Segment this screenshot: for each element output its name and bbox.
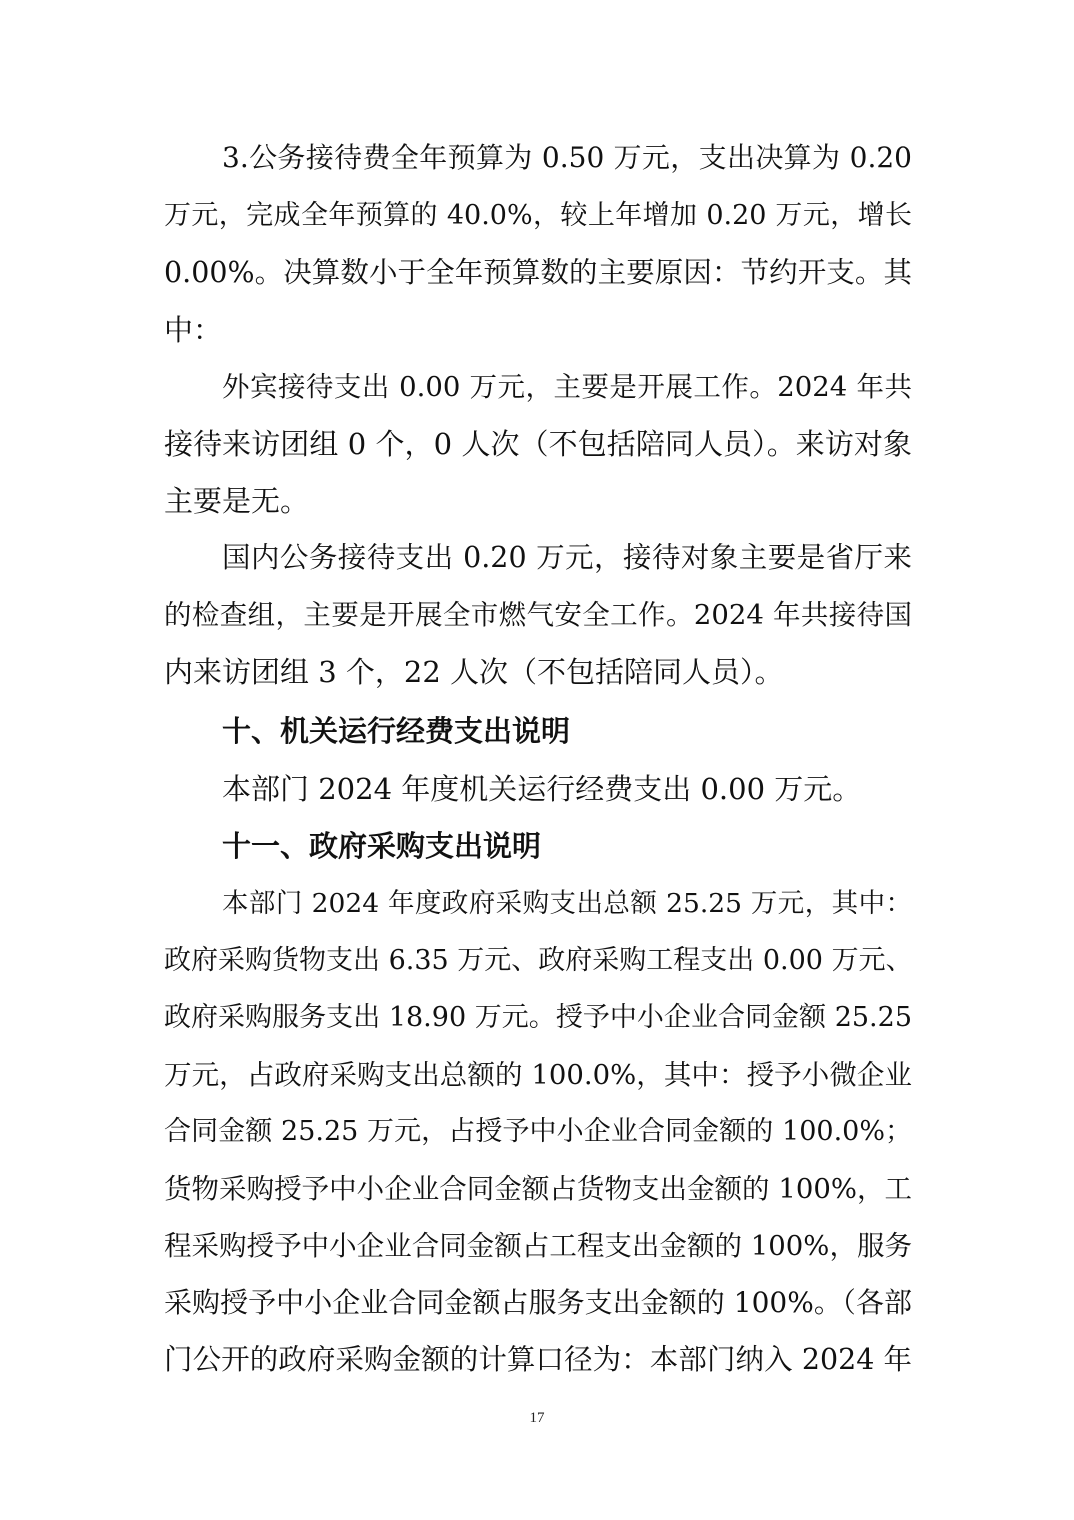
document-page <box>164 0 912 1520</box>
paragraph-line: 万元，完成全年预算的 40.0%，较上年增加 0.20 万元，增长 <box>164 200 912 231</box>
paragraph-line: 接待来访团组 0 个，0 人次（不包括陪同人员）。来访对象 <box>164 427 912 461</box>
paragraph-line: 政府采购服务支出 18.90 万元。授予中小企业合同金额 25.25 <box>164 1002 912 1033</box>
page-number: 17 <box>529 1410 545 1426</box>
paragraph-line: 3.公务接待费全年预算为 0.50 万元，支出决算为 0.20 <box>222 141 912 174</box>
paragraph-line: 万元，占政府采购支出总额的 100.0%，其中：授予小微企业 <box>164 1059 912 1091</box>
paragraph-line: 合同金额 25.25 万元，占授予中小企业合同金额的 100.0%； <box>164 1116 912 1147</box>
paragraph-line: 政府采购货物支出 6.35 万元、政府采购工程支出 0.00 万元、 <box>164 945 913 976</box>
paragraph-line: 0.00%。决算数小于全年预算数的主要原因：节约开支。其 <box>164 256 912 289</box>
paragraph-line: 本部门 2024 年度政府采购支出总额 25.25 万元，其中： <box>222 888 912 919</box>
paragraph-line: 货物采购授予中小企业合同金额占货物支出金额的 100%，工 <box>164 1173 912 1205</box>
paragraph-line: 本部门 2024 年度机关运行经费支出 0.00 万元。 <box>222 772 862 806</box>
paragraph-line: 国内公务接待支出 0.20 万元，接待对象主要是省厅来 <box>222 541 912 574</box>
paragraph-line: 主要是无。 <box>164 484 310 518</box>
paragraph-line: 外宾接待支出 0.00 万元，主要是开展工作。2024 年共 <box>222 371 912 403</box>
paragraph-line: 门公开的政府采购金额的计算口径为：本部门纳入 2024 年 <box>164 1343 912 1376</box>
paragraph-line: 内来访团组 3 个，22 人次（不包括陪同人员）。 <box>164 655 784 689</box>
paragraph-line: 采购授予中小企业合同金额占服务支出金额的 100%。（各部 <box>164 1286 912 1319</box>
section-heading: 十一、政府采购支出说明 <box>222 829 542 863</box>
paragraph-line: 的检查组，主要是开展全市燃气安全工作。2024 年共接待国 <box>164 599 912 631</box>
section-heading: 十、机关运行经费支出说明 <box>222 714 571 748</box>
paragraph-line: 程采购授予中小企业合同金额占工程支出金额的 100%，服务 <box>164 1230 912 1262</box>
paragraph-line: 中： <box>164 313 223 347</box>
